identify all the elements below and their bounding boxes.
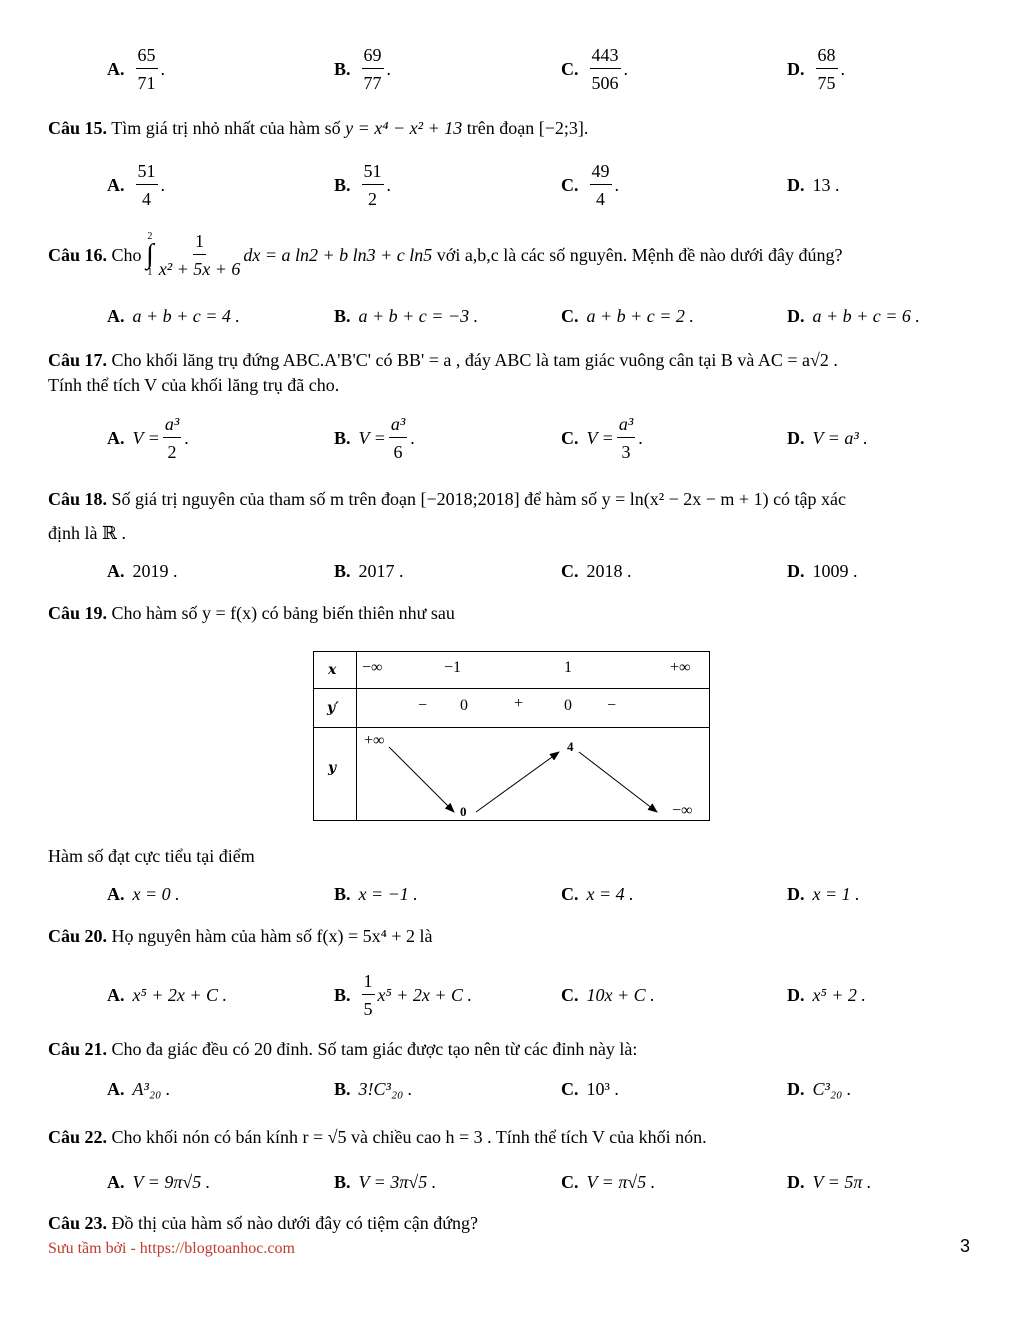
q15-option-a: A. $\frac{51}{4}$ .	[107, 161, 165, 209]
q17-option-c: C. V = $\frac{\text{a³}}{3}$ .	[561, 414, 643, 462]
decreasing-arrow	[579, 752, 657, 812]
row-label-y: y	[328, 760, 337, 776]
q16-option-d: D. a + b + c = 6 .	[787, 306, 920, 326]
q15-option-c: C. $\frac{49}{4}$ .	[561, 161, 619, 209]
q19-question: Hàm số đạt cực tiểu tại điểm	[48, 846, 255, 866]
q19-option-a: A. x = 0 .	[107, 884, 180, 904]
q22-option-c: C. V = π√5 .	[561, 1172, 656, 1192]
y-value: −∞	[672, 802, 693, 819]
q18-option-a: A. 2019 .	[107, 561, 178, 581]
sign-value: +	[514, 695, 524, 712]
q18-option-b: B. 2017 .	[334, 561, 404, 581]
sign-value: 0	[564, 697, 572, 714]
q14-option-d: D. $\frac{68}{75}$ .	[787, 45, 845, 93]
q15-option-b: B. $\frac{51}{2}$ .	[334, 161, 392, 209]
x-value: −∞	[362, 659, 383, 676]
q16-option-b: B. a + b + c = −3 .	[334, 306, 479, 326]
sign-value: 0	[460, 697, 468, 714]
x-value: 1	[564, 659, 572, 676]
q17-option-a: A. V = $\frac{\text{a³}}{2}$ .	[107, 414, 189, 462]
q20-option-b: B. $\frac{1}{5}$ x⁵ + 2x + C .	[334, 971, 473, 1019]
q19-stem: Câu 19. Cho hàm số y = f(x) có bảng biến thiên như sau	[48, 603, 455, 623]
q14-option-c: C. $\frac{443}{506}$ .	[561, 45, 628, 93]
q22-option-b: B. V = 3π√5 .	[334, 1172, 437, 1192]
y-value: 4	[567, 739, 574, 754]
q16-stem: Câu 16. Cho 2 ∫ 1 $\frac{1}{\text{x² + 5x + 6}}$ dx = a ln2 + b ln3 + c ln5 với a,b,c là các số nguyên. Mệnh đề nào dưới đây đúng?	[48, 231, 843, 279]
sign-value: −	[607, 697, 617, 714]
q19-option-d: D. x = 1 .	[787, 884, 860, 904]
q19-option-c: C. x = 4 .	[561, 884, 634, 904]
q14-option-a: A. $\frac{65}{71}$ .	[107, 45, 165, 93]
decreasing-arrow	[389, 747, 454, 812]
q21-option-d: D. C³₂₀ .	[787, 1079, 852, 1099]
q21-option-b: B. 3!C³₂₀ .	[334, 1079, 413, 1099]
x-value: −1	[444, 659, 462, 676]
q20-stem: Câu 20. Họ nguyên hàm của hàm số f(x) = 5x⁴ + 2 là	[48, 926, 433, 946]
q18-option-d: D. 1009 .	[787, 561, 858, 581]
x-value: +∞	[670, 659, 691, 676]
y-value: 0	[460, 804, 467, 819]
q17-option-b: B. V = $\frac{\text{a³}}{6}$ .	[334, 414, 415, 462]
q19-option-b: B. x = −1 .	[334, 884, 418, 904]
q22-option-d: D. V = 5π .	[787, 1172, 872, 1192]
footer-source-link[interactable]: Sưu tầm bởi - https://blogtoanhoc.com	[48, 1240, 295, 1257]
variation-arrows	[314, 652, 711, 822]
sign-value: −	[418, 697, 428, 714]
q17-stem-line1: Câu 17. Cho khối lăng trụ đứng ABC.A'B'C' có BB' = a , đáy ABC là tam giác vuông cân tại B và AC = a√2 .	[48, 350, 838, 370]
integral-sign: 2 ∫ 1	[146, 231, 154, 278]
row-label-x: x	[328, 662, 337, 678]
q16-option-a: A. a + b + c = 4 .	[107, 306, 240, 326]
q21-stem: Câu 21. Cho đa giác đều có 20 đỉnh. Số tam giác được tạo nên từ các đỉnh này là:	[48, 1039, 638, 1059]
q17-stem-line2: Tính thể tích V của khối lăng trụ đã cho.	[48, 375, 340, 395]
q20-option-a: A. x⁵ + 2x + C .	[107, 985, 228, 1005]
y-value: +∞	[364, 732, 385, 749]
q18-stem-line2: định là ℝ .	[48, 523, 126, 543]
q14-option-b: B. $\frac{69}{77}$ .	[334, 45, 392, 93]
increasing-arrow	[476, 752, 559, 812]
q20-option-c: C. 10x + C .	[561, 985, 655, 1005]
q17-option-d: D. V = a³ .	[787, 428, 868, 448]
q22-option-a: A. V = 9π√5 .	[107, 1172, 211, 1192]
q21-option-a: A. A³₂₀ .	[107, 1079, 171, 1099]
q18-option-c: C. 2018 .	[561, 561, 632, 581]
q18-stem-line1: Câu 18. Số giá trị nguyên của tham số m trên đoạn [−2018;2018] để hàm số y = ln(x² − 2x − m + 1) có tập xác	[48, 489, 847, 509]
q23-stem: Câu 23. Đồ thị của hàm số nào dưới đây có tiệm cận đứng?	[48, 1213, 478, 1233]
variation-table	[313, 651, 710, 821]
q20-option-d: D. x⁵ + 2 .	[787, 985, 866, 1005]
q15-stem: Câu 15. Tìm giá trị nhỏ nhất của hàm số y = x⁴ − x² + 13 trên đoạn [−2;3].	[48, 118, 589, 138]
row-label-yprime: y′	[327, 700, 339, 716]
page-number: 3	[960, 1236, 971, 1256]
q16-option-c: C. a + b + c = 2 .	[561, 306, 694, 326]
q21-option-c: C. 10³ .	[561, 1079, 619, 1099]
q15-option-d: D. 13 .	[787, 175, 840, 195]
q22-stem: Câu 22. Cho khối nón có bán kính r = √5 và chiều cao h = 3 . Tính thể tích V của khối nón.	[48, 1127, 707, 1147]
